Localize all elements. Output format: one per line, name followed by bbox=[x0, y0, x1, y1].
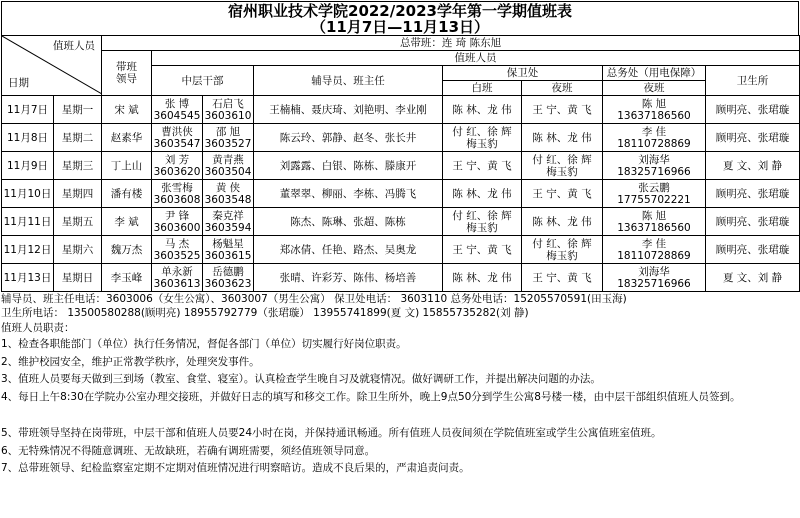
row-cadre-1 bbox=[152, 96, 203, 124]
row-security-night: 陈 林、龙 伟 bbox=[522, 208, 603, 236]
row-weekday: 星期四 bbox=[54, 180, 102, 208]
row-date: 11月13日 bbox=[2, 264, 54, 292]
chief-leader-label: 总带班：连 琦 陈东旭 bbox=[102, 36, 800, 51]
phone-line-1: 辅导员、班主任电话：3603006（女生公寓）、3603007（男生公寓） 保卫处电话： 3603110 总务处电话：15205570591(田玉海) bbox=[1, 293, 627, 305]
row-clinic: 顾明亮、张珺璇 bbox=[706, 124, 800, 152]
row-clinic: 顾明亮、张珺璇 bbox=[706, 236, 800, 264]
row-date: 11月12日 bbox=[2, 236, 54, 264]
row-weekday: 星期六 bbox=[54, 236, 102, 264]
middle-cadre-header: 中层干部 bbox=[152, 66, 254, 96]
title-line-1: 宿州职业技术学院2022/2023学年第一学期值班表 bbox=[228, 2, 572, 20]
cadre-name: 曹洪侠 bbox=[161, 125, 193, 138]
duty-item: 6、无特殊情况不得随意调班、无故缺班，若确有调班需要，须经值班领导同意。 bbox=[1, 445, 376, 457]
row-cadre-2 bbox=[203, 152, 254, 180]
row-cadre-1 bbox=[152, 208, 203, 236]
cadre-name: 石启飞 bbox=[212, 97, 244, 110]
ga-phone: 18110728869 bbox=[617, 137, 691, 150]
cadre-phone: 3603613 bbox=[153, 277, 201, 290]
cadre-name: 刘 芳 bbox=[164, 153, 190, 166]
cadre-name: 马 杰 bbox=[164, 237, 190, 250]
row-clinic: 夏 文、刘 静 bbox=[706, 152, 800, 180]
row-counselors: 陈云玲、郭静、赵冬、张长井 bbox=[254, 124, 443, 152]
ga-name: 陈 旭 bbox=[641, 97, 667, 110]
ga-phone: 13637186560 bbox=[617, 109, 691, 122]
cadre-phone: 3603548 bbox=[204, 193, 252, 206]
row-counselors: 刘露露、白银、陈栋、滕康开 bbox=[254, 152, 443, 180]
row-leader: 李玉峰 bbox=[102, 264, 152, 292]
cadre-name: 黄 侠 bbox=[215, 181, 241, 194]
row-cadre-1 bbox=[152, 264, 203, 292]
schedule-row bbox=[2, 264, 800, 292]
row-weekday: 星期日 bbox=[54, 264, 102, 292]
row-cadre-1 bbox=[152, 236, 203, 264]
row-weekday: 星期二 bbox=[54, 124, 102, 152]
ga-name: 李 佳 bbox=[641, 237, 667, 250]
sheet-title bbox=[1, 1, 799, 35]
row-counselors: 郑冰倩、任艳、路杰、吴奥龙 bbox=[254, 236, 443, 264]
row-leader: 丁上山 bbox=[102, 152, 152, 180]
duty-item: 1、检查各职能部门（单位）执行任务情况，督促各部门（单位）切实履行好岗位职责。 bbox=[1, 338, 407, 350]
row-security-day: 王 宁、黄 飞 bbox=[443, 152, 522, 180]
cadre-phone: 3603608 bbox=[153, 193, 201, 206]
general-affairs-header: 总务处（用电保障） bbox=[603, 66, 706, 81]
cadre-phone: 3603547 bbox=[153, 137, 201, 150]
duty-item: 4、每日上午8:30在学院办公室办理交接班，并做好日志的填写和移交工作。除卫生所外，晚上9点50分到学生公寓8号楼一楼，由中层干部组织值班人员签到。 bbox=[1, 391, 741, 403]
row-leader: 赵素华 bbox=[102, 124, 152, 152]
ga-name: 李 佳 bbox=[641, 125, 667, 138]
schedule-row bbox=[2, 152, 800, 180]
clinic-header: 卫生所 bbox=[706, 66, 800, 96]
row-cadre-1 bbox=[152, 180, 203, 208]
duty-item: 7、总带班领导、纪检监察室定期不定期对值班情况进行明察暗访。造成不良后果的，严肃追责问责。 bbox=[1, 462, 470, 474]
row-weekday: 星期三 bbox=[54, 152, 102, 180]
row-cadre-1 bbox=[152, 152, 203, 180]
row-security-night: 王 宁、黄 飞 bbox=[522, 96, 603, 124]
cadre-phone: 3603504 bbox=[204, 165, 252, 178]
row-security-day: 王 宁、黄 飞 bbox=[443, 236, 522, 264]
cadre-name: 张 博 bbox=[164, 97, 190, 110]
row-counselors: 王楠楠、聂庆琦、刘艳明、李业刚 bbox=[254, 96, 443, 124]
ga-night-header: 夜班 bbox=[603, 81, 706, 96]
row-cadre-2 bbox=[203, 236, 254, 264]
cadre-phone: 3603620 bbox=[153, 165, 201, 178]
row-security-night: 付 红、徐 辉 梅玉豹 bbox=[522, 152, 603, 180]
cadre-name: 邵 旭 bbox=[215, 125, 241, 138]
row-date: 11月11日 bbox=[2, 208, 54, 236]
row-cadre-2 bbox=[203, 208, 254, 236]
duty-item: 5、带班领导坚持在岗带班，中层干部和值班人员要24小时在岗，并保持通讯畅通。所有值班人员夜间须在学院值班室或学生公寓值班室值班。 bbox=[1, 427, 662, 439]
row-security-night: 付 红、徐 辉 梅玉豹 bbox=[522, 236, 603, 264]
ga-name: 张云鹏 bbox=[638, 181, 670, 194]
ga-phone: 18110728869 bbox=[617, 249, 691, 262]
ga-phone: 18325716966 bbox=[617, 277, 691, 290]
row-cadre-2 bbox=[203, 124, 254, 152]
schedule-row bbox=[2, 208, 800, 236]
row-general-affairs bbox=[603, 152, 706, 180]
schedule-row bbox=[2, 124, 800, 152]
row-security-day: 陈 林、龙 伟 bbox=[443, 264, 522, 292]
row-general-affairs bbox=[603, 264, 706, 292]
row-security-day: 陈 林、龙 伟 bbox=[443, 96, 522, 124]
cadre-name: 岳德鹏 bbox=[212, 265, 244, 278]
cadre-phone: 3603610 bbox=[204, 109, 252, 122]
ga-name: 陈 旭 bbox=[641, 209, 667, 222]
schedule-table bbox=[1, 35, 800, 292]
staff-label: 值班人员 bbox=[53, 40, 95, 52]
row-security-day: 陈 林、龙 伟 bbox=[443, 180, 522, 208]
row-security-night: 陈 林、龙 伟 bbox=[522, 124, 603, 152]
row-leader: 潘有楼 bbox=[102, 180, 152, 208]
row-security-day: 付 红、徐 辉 梅玉豹 bbox=[443, 208, 522, 236]
duties-title: 值班人员职责： bbox=[1, 322, 75, 334]
cadre-phone: 3603615 bbox=[204, 249, 252, 262]
row-counselors: 张晴、许彩芳、陈伟、杨培善 bbox=[254, 264, 443, 292]
row-date: 11月9日 bbox=[2, 152, 54, 180]
ga-phone: 13637186560 bbox=[617, 221, 691, 234]
date-label: 日期 bbox=[8, 77, 29, 89]
cadre-name: 单永新 bbox=[161, 265, 193, 278]
cadre-phone: 3604545 bbox=[153, 109, 201, 122]
cadre-name: 秦克祥 bbox=[212, 209, 244, 222]
ga-phone: 18325716966 bbox=[617, 165, 691, 178]
row-cadre-2 bbox=[203, 264, 254, 292]
row-cadre-2 bbox=[203, 180, 254, 208]
row-clinic: 顾明亮、张珺璇 bbox=[706, 96, 800, 124]
row-date: 11月7日 bbox=[2, 96, 54, 124]
row-counselors: 董翠翠、柳丽、李栋、冯腾飞 bbox=[254, 180, 443, 208]
row-general-affairs bbox=[603, 180, 706, 208]
row-date: 11月8日 bbox=[2, 124, 54, 152]
row-date: 11月10日 bbox=[2, 180, 54, 208]
row-general-affairs bbox=[603, 124, 706, 152]
night-shift-header: 夜班 bbox=[522, 81, 603, 96]
schedule-row bbox=[2, 180, 800, 208]
cadre-phone: 3603623 bbox=[204, 277, 252, 290]
duty-item: 3、值班人员要每天做到三到场（教室、食堂、寝室）。认真检查学生晚自习及就寝情况。做好调研工作，并提出解决问题的办法。 bbox=[1, 373, 601, 385]
cadre-name: 尹 锋 bbox=[164, 209, 190, 222]
row-security-day: 付 红、徐 辉 梅玉豹 bbox=[443, 124, 522, 152]
duty-item: 2、维护校园安全，维护正常教学秩序，处理突发事件。 bbox=[1, 356, 260, 368]
schedule-row bbox=[2, 96, 800, 124]
row-clinic: 夏 文、刘 静 bbox=[706, 264, 800, 292]
row-cadre-1 bbox=[152, 124, 203, 152]
row-counselors: 陈杰、陈琳、张超、陈栋 bbox=[254, 208, 443, 236]
phone-line-2: 卫生所电话： 13500580288(顾明亮) 18955792779（张珺璇） 13955741899(夏 文) 15855735282(刘 静) bbox=[1, 307, 529, 319]
lead-header: 带班 领导 bbox=[102, 51, 152, 96]
date-staff-header bbox=[2, 36, 102, 96]
row-leader: 魏万杰 bbox=[102, 236, 152, 264]
cadre-phone: 3603594 bbox=[204, 221, 252, 234]
row-security-night: 王 宁、黄 飞 bbox=[522, 264, 603, 292]
cadre-name: 杨魁星 bbox=[212, 237, 244, 250]
ga-name: 刘海华 bbox=[638, 265, 670, 278]
phone-section bbox=[1, 292, 799, 320]
cadre-phone: 3603527 bbox=[204, 137, 252, 150]
cadre-name: 张雪梅 bbox=[161, 181, 193, 194]
row-general-affairs bbox=[603, 208, 706, 236]
row-cadre-2 bbox=[203, 96, 254, 124]
row-weekday: 星期五 bbox=[54, 208, 102, 236]
row-leader: 李 斌 bbox=[102, 208, 152, 236]
security-header: 保卫处 bbox=[443, 66, 603, 81]
row-leader: 宋 斌 bbox=[102, 96, 152, 124]
day-shift-header: 白班 bbox=[443, 81, 522, 96]
counselor-header: 辅导员、班主任 bbox=[254, 66, 443, 96]
duty-sheet bbox=[1, 1, 799, 478]
row-clinic: 顾明亮、张珺璇 bbox=[706, 180, 800, 208]
row-weekday: 星期一 bbox=[54, 96, 102, 124]
row-security-night: 王 宁、黄 飞 bbox=[522, 180, 603, 208]
cadre-name: 黄青燕 bbox=[212, 153, 244, 166]
cadre-phone: 3603600 bbox=[153, 221, 201, 234]
ga-name: 刘海华 bbox=[638, 153, 670, 166]
title-line-2: （11月7日—11月13日） bbox=[310, 18, 490, 36]
ga-phone: 17755702221 bbox=[617, 193, 691, 206]
cadre-phone: 3603525 bbox=[153, 249, 201, 262]
row-general-affairs bbox=[603, 236, 706, 264]
schedule-row bbox=[2, 236, 800, 264]
duties-section bbox=[1, 320, 799, 478]
duty-people-header: 值班人员 bbox=[152, 51, 800, 66]
row-clinic: 顾明亮、张珺璇 bbox=[706, 208, 800, 236]
row-general-affairs bbox=[603, 96, 706, 124]
